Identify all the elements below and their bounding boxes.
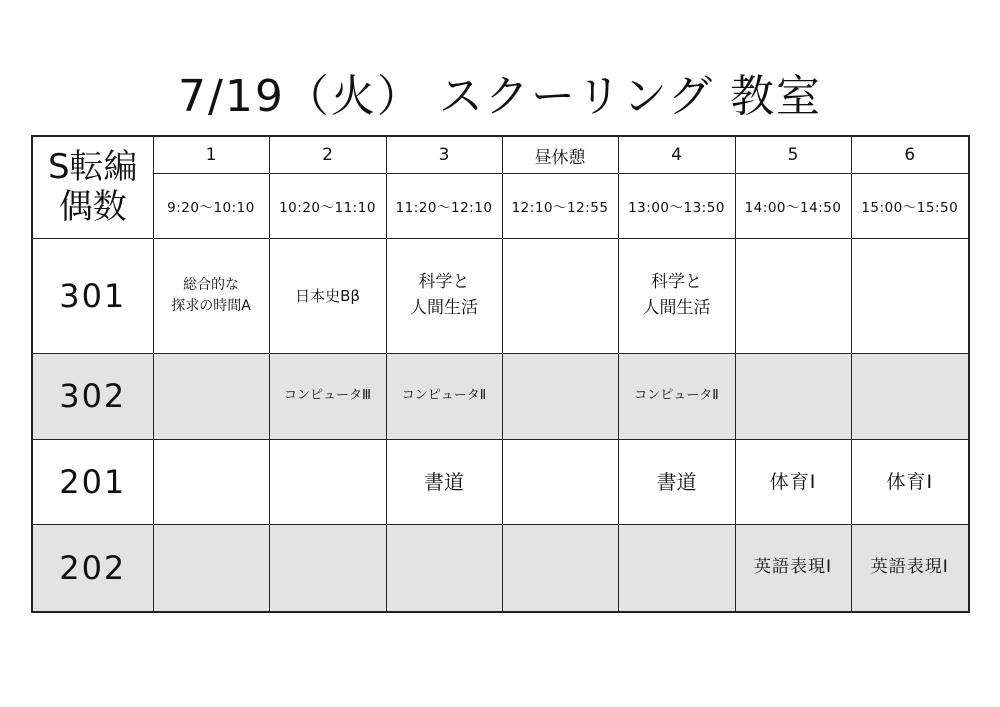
class-cell: 科学と 人間生活 bbox=[386, 239, 502, 354]
schedule-table bbox=[31, 135, 970, 613]
class-cell bbox=[386, 525, 502, 612]
class-cell bbox=[735, 239, 851, 354]
time-label: 15:00〜15:50 bbox=[851, 174, 969, 239]
room-label: 301 bbox=[32, 239, 153, 354]
class-cell: 書道 bbox=[618, 439, 735, 525]
class-cell bbox=[153, 525, 269, 612]
room-row bbox=[32, 525, 969, 612]
class-cell bbox=[851, 353, 969, 439]
class-cell: コンピュータⅡ bbox=[386, 353, 502, 439]
time-label: 11:20〜12:10 bbox=[386, 174, 502, 239]
time-label: 13:00〜13:50 bbox=[618, 174, 735, 239]
class-cell bbox=[153, 353, 269, 439]
room-label: 302 bbox=[32, 353, 153, 439]
class-cell: 総合的な 探求の時間A bbox=[153, 239, 269, 354]
page-title: 7/19（火） スクーリング 教室 bbox=[178, 71, 822, 122]
class-cell bbox=[735, 353, 851, 439]
period-label: 昼休憩 bbox=[502, 136, 618, 174]
period-label: 2 bbox=[269, 136, 386, 174]
class-cell: 体育Ⅰ bbox=[851, 439, 969, 525]
class-cell: 英語表現Ⅰ bbox=[735, 525, 851, 612]
class-cell bbox=[618, 525, 735, 612]
class-cell: 科学と 人間生活 bbox=[618, 239, 735, 354]
corner-label: S転編 偶数 bbox=[32, 136, 153, 239]
class-cell: コンピュータⅡ bbox=[618, 353, 735, 439]
time-label: 12:10〜12:55 bbox=[502, 174, 618, 239]
class-cell: 書道 bbox=[386, 439, 502, 525]
period-label: 1 bbox=[153, 136, 269, 174]
period-label: 6 bbox=[851, 136, 969, 174]
time-label: 10:20〜11:10 bbox=[269, 174, 386, 239]
room-label: 202 bbox=[32, 525, 153, 612]
period-label: 4 bbox=[618, 136, 735, 174]
period-label: 5 bbox=[735, 136, 851, 174]
class-cell bbox=[502, 353, 618, 439]
class-cell bbox=[269, 439, 386, 525]
class-cell: 日本史Bβ bbox=[269, 239, 386, 354]
class-cell bbox=[502, 239, 618, 354]
time-label: 14:00〜14:50 bbox=[735, 174, 851, 239]
time-label: 9:20〜10:10 bbox=[153, 174, 269, 239]
class-cell bbox=[153, 439, 269, 525]
time-header-row bbox=[32, 174, 969, 239]
room-row bbox=[32, 239, 969, 354]
class-cell bbox=[502, 525, 618, 612]
class-cell: 英語表現Ⅰ bbox=[851, 525, 969, 612]
room-row bbox=[32, 439, 969, 525]
room-label: 201 bbox=[32, 439, 153, 525]
class-cell: コンピュータⅢ bbox=[269, 353, 386, 439]
class-cell bbox=[851, 239, 969, 354]
period-header-row bbox=[32, 136, 969, 174]
class-cell bbox=[269, 525, 386, 612]
class-cell bbox=[502, 439, 618, 525]
class-cell: 体育Ⅰ bbox=[735, 439, 851, 525]
period-label: 3 bbox=[386, 136, 502, 174]
room-row bbox=[32, 353, 969, 439]
